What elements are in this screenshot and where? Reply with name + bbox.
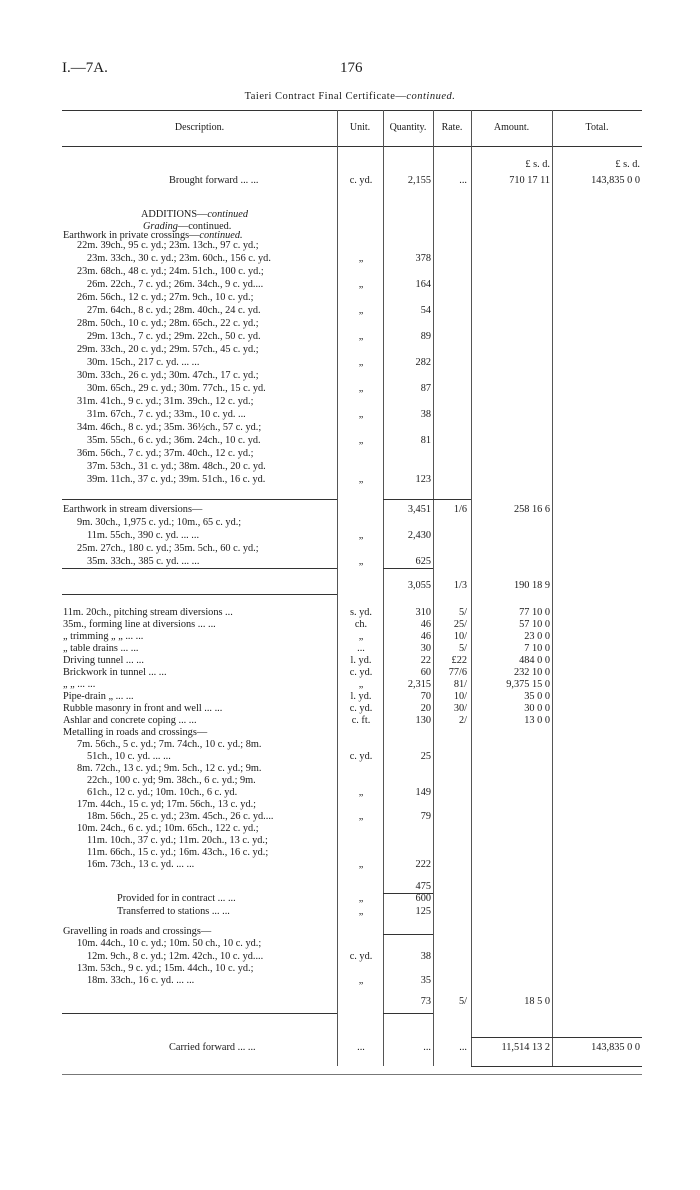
amount-cell: 35 0 0 — [524, 691, 550, 702]
table-row — [62, 1041, 642, 1054]
amount-currency-heading: £ s. d. — [525, 159, 550, 170]
column-header-total: Total. — [585, 122, 609, 133]
quantity-cell: 222 — [415, 859, 431, 870]
amount-cell: 77 10 0 — [519, 607, 550, 618]
rate-cell: ... — [459, 175, 467, 186]
table-row — [62, 356, 642, 369]
description-text: 7m. 56ch., 5 c. yd.; 7m. 74ch., 10 c. yd.; 8m. — [77, 739, 262, 750]
total-currency-heading: £ s. d. — [615, 159, 640, 170]
total-cell: 143,835 0 0 — [591, 1042, 640, 1053]
column-header-unit: Unit. — [349, 122, 371, 133]
description-cell — [87, 304, 261, 317]
quantity-cell: 54 — [420, 305, 431, 316]
table-row — [62, 343, 642, 356]
description-text: 30m. 33ch., 26 c. yd.; 30m. 47ch., 17 c. yd.; — [77, 370, 259, 381]
table-row — [62, 937, 642, 950]
description-text: 23m. 68ch., 48 c. yd.; 24m. 51ch., 100 c. yd.; — [77, 266, 264, 277]
quantity-cell: 282 — [415, 357, 431, 368]
description-cell — [77, 542, 259, 555]
description-text: 37m. 53ch., 31 c. yd.; 38m. 48ch., 20 c. yd. — [87, 461, 266, 472]
subtitle-text: Taieri Contract Final Certificate— — [244, 91, 407, 102]
unit-cell: „ — [358, 279, 364, 290]
unit-cell: „ — [358, 631, 364, 642]
unit-cell: „ — [358, 305, 364, 316]
unit-cell: „ — [358, 357, 364, 368]
description-cell — [77, 265, 264, 278]
unit-cell: „ — [358, 253, 364, 264]
quantity-cell: 149 — [415, 787, 431, 798]
quantity-cell: 378 — [415, 253, 431, 264]
quantity-cell: 130 — [415, 715, 431, 726]
table-row — [62, 503, 642, 516]
description-text: 31m. 41ch., 9 c. yd.; 31m. 39ch., 12 c. yd.; — [77, 396, 254, 407]
table-top-rule — [62, 110, 642, 111]
page-bottom-rule — [62, 1074, 642, 1075]
quantity-cell: 38 — [420, 409, 431, 420]
quantity-cell: 89 — [420, 331, 431, 342]
unit-cell: „ — [358, 787, 364, 798]
description-tail: —continued. — [177, 221, 232, 232]
table-row — [62, 317, 642, 330]
unit-cell: „ — [358, 679, 364, 690]
description-cell — [87, 330, 261, 343]
description-text: Ashlar and concrete coping ... ... — [63, 715, 197, 726]
description-text: Carried forward ... ... — [169, 1042, 256, 1053]
unit-cell: ... — [357, 643, 365, 654]
subtotal-rule — [383, 934, 433, 935]
description-text: Gravelling in roads and crossings— — [63, 926, 212, 937]
table-row — [62, 369, 642, 382]
description-text: 23m. 33ch., 30 c. yd.; 23m. 60ch., 156 c. yd. — [87, 253, 271, 264]
quantity-cell: 2,430 — [407, 530, 431, 541]
description-text: 11m. 10ch., 37 c. yd.; 11m. 20ch., 13 c. yd.; — [87, 835, 268, 846]
table-row — [62, 995, 642, 1008]
description-cell — [77, 516, 241, 529]
unit-cell: „ — [358, 893, 364, 904]
subtotal-rule — [383, 499, 471, 500]
description-cell — [63, 503, 202, 516]
quantity-cell: 25 — [420, 751, 431, 762]
section-rule — [62, 568, 337, 569]
carried-forward-rule — [471, 1066, 642, 1067]
description-text: 8m. 72ch., 13 c. yd.; 9m. 5ch., 12 c. yd.; 9m. — [77, 763, 262, 774]
description-text: Brought forward ... ... — [169, 175, 259, 186]
table-row — [62, 408, 642, 421]
description-cell — [87, 529, 199, 542]
description-cell — [87, 408, 246, 421]
section-rule — [62, 499, 337, 500]
description-text: 35m. 33ch., 385 c. yd. ... ... — [87, 556, 200, 567]
description-cell — [87, 434, 261, 447]
rate-cell: 10/ — [453, 691, 467, 702]
description-text: 18m. 56ch., 25 c. yd.; 23m. 45ch., 26 c. yd.... — [87, 811, 274, 822]
quantity-cell: 70 — [420, 691, 431, 702]
quantity-cell: 46 — [420, 619, 431, 630]
unit-cell: l. yd. — [350, 655, 372, 666]
quantity-cell: ... — [423, 1042, 431, 1053]
unit-cell: „ — [358, 474, 364, 485]
description-text: 30m. 65ch., 29 c. yd.; 30m. 77ch., 15 c. yd. — [87, 383, 266, 394]
description-cell — [77, 447, 253, 460]
quantity-cell: 2,315 — [407, 679, 431, 690]
description-text: 34m. 46ch., 8 c. yd.; 35m. 36½ch., 57 c. yd.; — [77, 422, 262, 433]
description-text: ADDITIONS— — [141, 209, 208, 220]
quantity-cell: 60 — [420, 667, 431, 678]
table-row — [62, 516, 642, 529]
unit-cell: l. yd. — [350, 691, 372, 702]
rate-cell: 5/ — [458, 643, 467, 654]
table-row — [62, 892, 642, 905]
unit-cell: c. yd. — [349, 667, 373, 678]
description-text: 31m. 67ch., 7 c. yd.; 33m., 10 c. yd. ... — [87, 409, 246, 420]
description-italic: Grading — [143, 221, 178, 232]
unit-cell: „ — [358, 435, 364, 446]
unit-cell: „ — [358, 906, 364, 917]
description-cell — [87, 555, 199, 568]
description-text: 29m. 33ch., 20 c. yd.; 29m. 57ch., 45 c. yd.; — [77, 344, 259, 355]
description-text: Transferred to stations ... ... — [117, 906, 230, 917]
amount-cell: 30 0 0 — [524, 703, 550, 714]
description-italic: continued — [207, 209, 248, 220]
unit-cell: „ — [358, 383, 364, 394]
table-row — [62, 291, 642, 304]
column-header-description: Description. — [174, 122, 225, 133]
description-cell — [77, 239, 259, 252]
quantity-cell: 81 — [420, 435, 431, 446]
description-text: Pipe-drain „ ... ... — [63, 691, 134, 702]
quantity-cell: 2,155 — [407, 175, 431, 186]
amount-cell: 9,375 15 0 — [506, 679, 550, 690]
table-row — [62, 858, 642, 871]
description-text: 26m. 22ch., 7 c. yd.; 26m. 34ch., 9 c. yd.... — [87, 279, 264, 290]
rate-cell: 2/ — [458, 715, 467, 726]
description-cell — [87, 356, 199, 369]
amount-cell: 13 0 0 — [524, 715, 550, 726]
rate-cell: 5/ — [458, 607, 467, 618]
description-text: 11m. 66ch., 15 c. yd.; 16m. 43ch., 16 c. yd.; — [87, 847, 269, 858]
amount-cell: 18 5 0 — [524, 996, 550, 1007]
quantity-cell: 3,451 — [407, 504, 431, 515]
description-text: 30m. 15ch., 217 c. yd. ... ... — [87, 357, 200, 368]
rate-cell: 25/ — [453, 619, 467, 630]
description-cell — [87, 382, 266, 395]
description-text: 18m. 33ch., 16 c. yd. ... ... — [87, 975, 195, 986]
description-text: 51ch., 10 c. yd. ... ... — [87, 751, 171, 762]
rate-cell: 77/6 — [448, 667, 467, 678]
quantity-cell: 625 — [415, 556, 431, 567]
description-text: 9m. 30ch., 1,975 c. yd.; 10m., 65 c. yd.; — [77, 517, 242, 528]
quantity-cell: 600 — [415, 893, 431, 904]
description-cell — [117, 892, 236, 905]
description-text: „ table drains ... ... — [63, 643, 139, 654]
amount-cell: 23 0 0 — [524, 631, 550, 642]
description-cell — [87, 278, 263, 291]
description-text: Provided for in contract ... ... — [117, 893, 236, 904]
description-text: 22m. 39ch., 95 c. yd.; 23m. 13ch., 97 c. yd.; — [77, 240, 259, 251]
description-text: 26m. 56ch., 12 c. yd.; 27m. 9ch., 10 c. yd.; — [77, 292, 254, 303]
column-header-amount: Amount. — [493, 122, 530, 133]
quantity-cell: 87 — [420, 383, 431, 394]
description-cell — [77, 369, 259, 382]
table-row — [62, 265, 642, 278]
quantity-cell: 125 — [415, 906, 431, 917]
description-text: 39m. 11ch., 37 c. yd.; 39m. 51ch., 16 c. yd. — [87, 474, 266, 485]
description-text: 10m. 24ch., 6 c. yd.; 10m. 65ch., 122 c. yd.; — [77, 823, 259, 834]
quantity-cell: 475 — [415, 881, 431, 892]
unit-cell: ch. — [354, 619, 368, 630]
subtotal-rule — [383, 893, 433, 894]
description-cell — [169, 1041, 256, 1054]
quantity-cell: 123 — [415, 474, 431, 485]
description-cell — [87, 858, 194, 871]
table-row — [62, 542, 642, 555]
quantity-cell: 46 — [420, 631, 431, 642]
description-text: Earthwork in stream diversions— — [63, 504, 203, 515]
description-text: 13m. 53ch., 9 c. yd.; 15m. 44ch., 10 c. yd.; — [77, 963, 254, 974]
description-text: 35m., forming line at diversions ... ... — [63, 619, 216, 630]
description-text: 61ch., 12 c. yd.; 10m. 10ch., 6 c. yd. — [87, 787, 238, 798]
description-cell — [77, 343, 259, 356]
description-text: 22ch., 100 c. yd; 9m. 38ch., 6 c. yd.; 9m. — [87, 775, 256, 786]
description-text: Brickwork in tunnel ... ... — [63, 667, 167, 678]
column-header-quantity: Quantity. — [389, 122, 427, 133]
description-text: Rubble masonry in front and well ... ... — [63, 703, 223, 714]
subtotal-rule — [471, 1037, 642, 1038]
subtitle-continued: continued. — [406, 91, 456, 102]
amount-cell: 710 17 11 — [509, 175, 550, 186]
quantity-cell: 22 — [420, 655, 431, 666]
unit-cell: „ — [358, 556, 364, 567]
certificate-table — [62, 110, 642, 1072]
unit-cell: „ — [358, 859, 364, 870]
amount-cell: 11,514 13 2 — [501, 1042, 550, 1053]
unit-cell: „ — [358, 409, 364, 420]
page-number: 176 — [340, 60, 363, 76]
table-row — [62, 239, 642, 252]
rate-cell: 81/ — [453, 679, 467, 690]
description-cell — [77, 421, 261, 434]
currency-heading-row — [62, 158, 642, 171]
description-text: Metalling in roads and crossings— — [63, 727, 208, 738]
quantity-cell: 3,055 — [407, 580, 431, 591]
unit-cell: c. yd. — [349, 951, 373, 962]
subtotal-rule — [383, 1013, 433, 1014]
table-row — [62, 529, 642, 542]
description-text: Earthwork in private crossings— — [63, 230, 200, 241]
description-cell — [169, 174, 259, 187]
description-cell — [87, 473, 265, 486]
description-cell — [87, 974, 194, 987]
quantity-cell: 79 — [420, 811, 431, 822]
quantity-cell: 35 — [420, 975, 431, 986]
description-cell — [77, 395, 253, 408]
description-text: 11m. 20ch., pitching stream diversions ... — [63, 607, 233, 618]
quantity-cell: 164 — [415, 279, 431, 290]
table-row — [62, 447, 642, 460]
unit-cell: „ — [358, 530, 364, 541]
description-text: 11m. 55ch., 390 c. yd. ... ... — [87, 530, 200, 541]
description-text: „ „ ... ... — [63, 679, 96, 690]
description-text: 28m. 50ch., 10 c. yd.; 28m. 65ch., 22 c. yd.; — [77, 318, 259, 329]
section-rule — [62, 594, 337, 595]
description-cell — [87, 252, 271, 265]
description-text: 17m. 44ch., 15 c. yd; 17m. 56ch., 13 c. yd.; — [77, 799, 257, 810]
description-text: 25m. 27ch., 180 c. yd.; 35m. 5ch., 60 c. yd.; — [77, 543, 259, 554]
amount-cell: 232 10 0 — [513, 667, 550, 678]
page-subtitle — [0, 91, 700, 102]
unit-cell: ... — [357, 1042, 365, 1053]
rate-cell: 5/ — [458, 996, 467, 1007]
quantity-cell: 38 — [420, 951, 431, 962]
table-row — [62, 395, 642, 408]
description-text: Driving tunnel ... ... — [63, 655, 144, 666]
unit-cell: c. yd. — [349, 175, 373, 186]
unit-cell: „ — [358, 811, 364, 822]
amount-cell: 190 18 9 — [513, 580, 550, 591]
quantity-cell: 30 — [420, 643, 431, 654]
quantity-cell: 20 — [420, 703, 431, 714]
document-reference: I.—7A. — [62, 60, 108, 76]
description-text: 27m. 64ch., 8 c. yd.; 28m. 40ch., 24 c. yd. — [87, 305, 261, 316]
table-row — [62, 382, 642, 395]
description-cell — [77, 291, 253, 304]
unit-cell: s. yd. — [349, 607, 373, 618]
quantity-cell: 73 — [420, 996, 431, 1007]
subtotal-rule — [383, 568, 433, 569]
table-row — [62, 460, 642, 473]
rate-cell: 1/6 — [453, 504, 467, 515]
table-row — [62, 473, 642, 486]
table-row — [62, 174, 642, 187]
unit-cell: c. yd. — [349, 703, 373, 714]
description-text: 12m. 9ch., 8 c. yd.; 12m. 42ch., 10 c. yd.... — [87, 951, 264, 962]
description-cell — [77, 317, 259, 330]
rate-cell: 1/3 — [453, 580, 467, 591]
rate-cell: 10/ — [453, 631, 467, 642]
table-row — [62, 278, 642, 291]
table-row — [62, 330, 642, 343]
rate-cell: 30/ — [453, 703, 467, 714]
description-text: 36m. 56ch., 7 c. yd.; 37m. 40ch., 12 c. yd.; — [77, 448, 254, 459]
total-cell: 143,835 0 0 — [591, 175, 640, 186]
table-row — [62, 421, 642, 434]
table-row — [62, 304, 642, 317]
rate-cell: ... — [459, 1042, 467, 1053]
unit-cell: c. ft. — [351, 715, 371, 726]
amount-cell: 7 10 0 — [524, 643, 550, 654]
amount-cell: 258 16 6 — [513, 504, 550, 515]
table-row — [62, 905, 642, 918]
table-row — [62, 579, 642, 592]
unit-cell: „ — [358, 975, 364, 986]
description-cell — [77, 937, 261, 950]
table-row — [62, 434, 642, 447]
table-row — [62, 555, 642, 568]
description-text: 29m. 13ch., 7 c. yd.; 29m. 22ch., 50 c. yd. — [87, 331, 261, 342]
description-text: 16m. 73ch., 13 c. yd. ... ... — [87, 859, 195, 870]
table-row — [62, 974, 642, 987]
rate-cell: £22 — [451, 655, 467, 666]
description-cell — [117, 905, 230, 918]
unit-cell: c. yd. — [349, 751, 373, 762]
description-text: 35m. 55ch., 6 c. yd.; 36m. 24ch., 10 c. yd. — [87, 435, 261, 446]
amount-cell: 57 10 0 — [519, 619, 550, 630]
header-bottom-rule — [62, 146, 642, 147]
column-header-rate: Rate. — [441, 122, 463, 133]
quantity-cell: 310 — [415, 607, 431, 618]
unit-cell: „ — [358, 331, 364, 342]
description-text: 10m. 44ch., 10 c. yd.; 10m. 50 ch., 10 c. yd.; — [77, 938, 262, 949]
section-rule — [62, 1013, 337, 1014]
description-cell — [87, 460, 266, 473]
amount-cell: 484 0 0 — [519, 655, 550, 666]
description-text: „ trimming „ „ ... ... — [63, 631, 144, 642]
table-row — [62, 252, 642, 265]
description-italic: continued. — [199, 230, 243, 241]
